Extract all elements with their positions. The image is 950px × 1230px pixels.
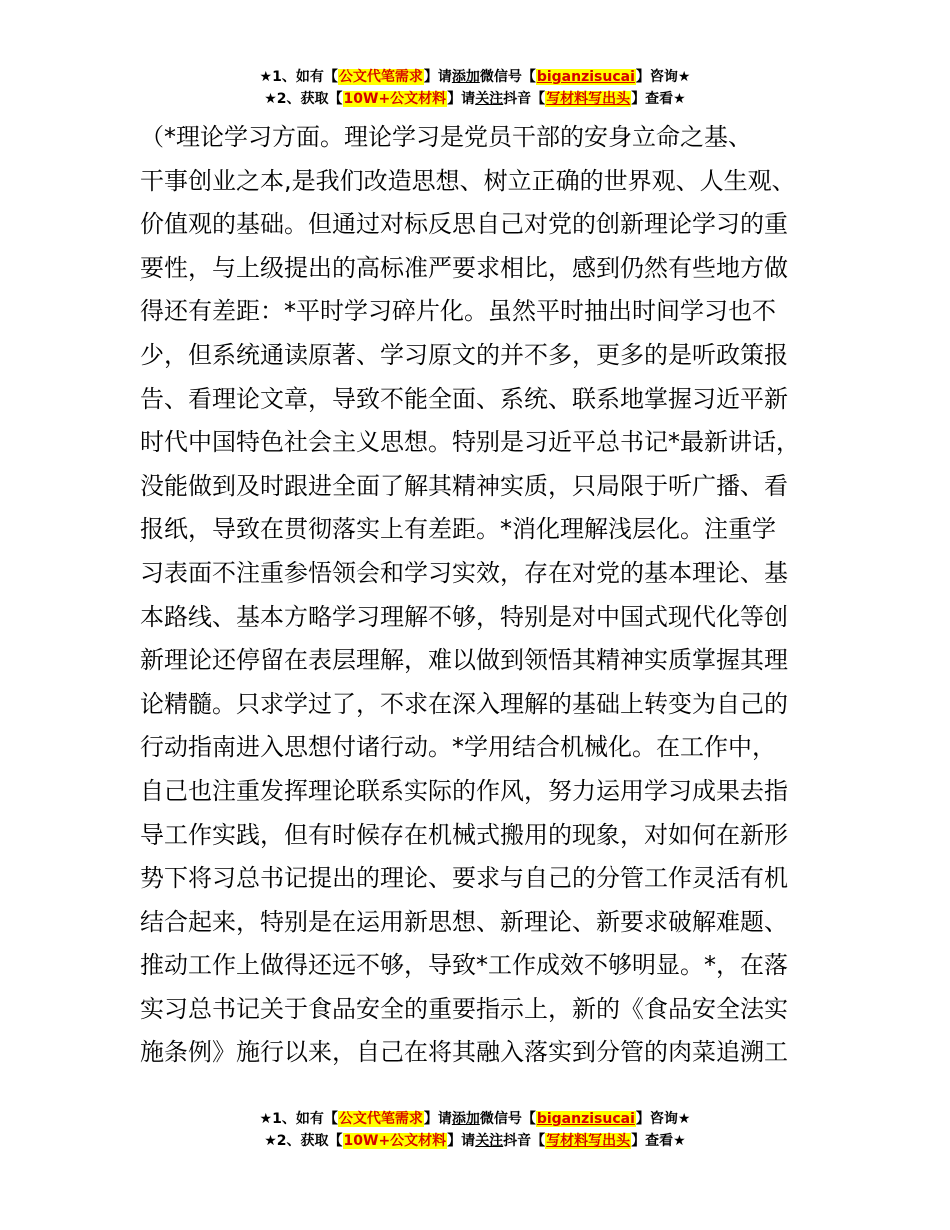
text-line: 实习总书记关于食品安全的重要指示上，新的《食品安全法实 <box>140 994 788 1023</box>
banner-line-1: ★1、如有【公文代笔需求】请添加微信号【biganzisucai】咨询★ <box>259 69 691 85</box>
text-line: 报纸，导致在贯彻落实上有差距。*消化理解浅层化。注重学 <box>140 515 776 544</box>
highlight-douyin-id: 写材料写出头 <box>546 1133 631 1149</box>
text-line: 推动工作上做得还远不够，导致*工作成效不够明显。*，在落 <box>140 951 788 980</box>
text-line: 势下将习总书记提出的理论、要求与自己的分管工作灵活有机 <box>140 864 788 893</box>
text-line: 自己也注重发挥理论联系实际的作风，努力运用学习成果去指 <box>140 776 788 805</box>
body-paragraph <box>140 116 830 1075</box>
text-line: 施条例》施行以来，自己在将其融入落实到分管的肉菜追溯工 <box>140 1038 788 1067</box>
footer-banner <box>0 1108 950 1152</box>
highlight-service: 公文代笔需求 <box>338 1111 423 1127</box>
text-line: 本路线、基本方略学习理解不够，特别是对中国式现代化等创 <box>140 602 788 631</box>
text-line: 少，但系统通读原著、学习原文的并不多，更多的是听政策报 <box>140 340 788 369</box>
text-line: 得还有差距：*平时学习碎片化。虽然平时抽出时间学习也不 <box>140 297 776 326</box>
text-line: 时代中国特色社会主义思想。特别是习近平总书记*最新讲话， <box>140 428 800 457</box>
text-line: 价值观的基础。但通过对标反思自己对党的创新理论学习的重 <box>140 210 788 239</box>
header-banner <box>0 66 950 110</box>
text-line: 告、看理论文章，导致不能全面、系统、联系地掌握习近平新 <box>140 384 788 413</box>
banner-line-2: ★2、获取【10W+公文材料】请关注抖音【写材料写出头】查看★ <box>264 91 686 107</box>
highlight-materials: 10W+公文材料 <box>343 91 447 107</box>
text-line: 干事创业之本,是我们改造思想、树立正确的世界观、人生观、 <box>140 166 796 195</box>
text-line: 导工作实践，但有时候存在机械式搬用的现象，对如何在新形 <box>140 820 788 849</box>
highlight-materials: 10W+公文材料 <box>343 1133 447 1149</box>
highlight-wechat-id: biganzisucai <box>536 69 635 85</box>
text-line: 结合起来，特别是在运用新思想、新理论、新要求破解难题、 <box>140 907 788 936</box>
banner-line-2: ★2、获取【10W+公文材料】请关注抖音【写材料写出头】查看★ <box>264 1133 686 1149</box>
text-line: 没能做到及时跟进全面了解其精神实质，只局限于听广播、看 <box>140 471 788 500</box>
text-line: （*理论学习方面。理论学习是党员干部的安身立命之基、 <box>140 123 752 151</box>
text-line: 习表面不注重参悟领会和学习实效，存在对党的基本理论、基 <box>140 558 788 587</box>
highlight-service: 公文代笔需求 <box>338 69 423 85</box>
highlight-douyin-id: 写材料写出头 <box>546 91 631 107</box>
text-line: 行动指南进入思想付诸行动。*学用结合机械化。在工作中， <box>140 733 776 762</box>
highlight-wechat-id: biganzisucai <box>536 1111 635 1127</box>
text-line: 新理论还停留在表层理解，难以做到领悟其精神实质掌握其理 <box>140 646 788 675</box>
banner-line-1: ★1、如有【公文代笔需求】请添加微信号【biganzisucai】咨询★ <box>259 1111 691 1127</box>
text-line: 论精髓。只求学过了，不求在深入理解的基础上转变为自己的 <box>140 689 788 718</box>
text-line: 要性，与上级提出的高标准严要求相比，感到仍然有些地方做 <box>140 253 788 282</box>
